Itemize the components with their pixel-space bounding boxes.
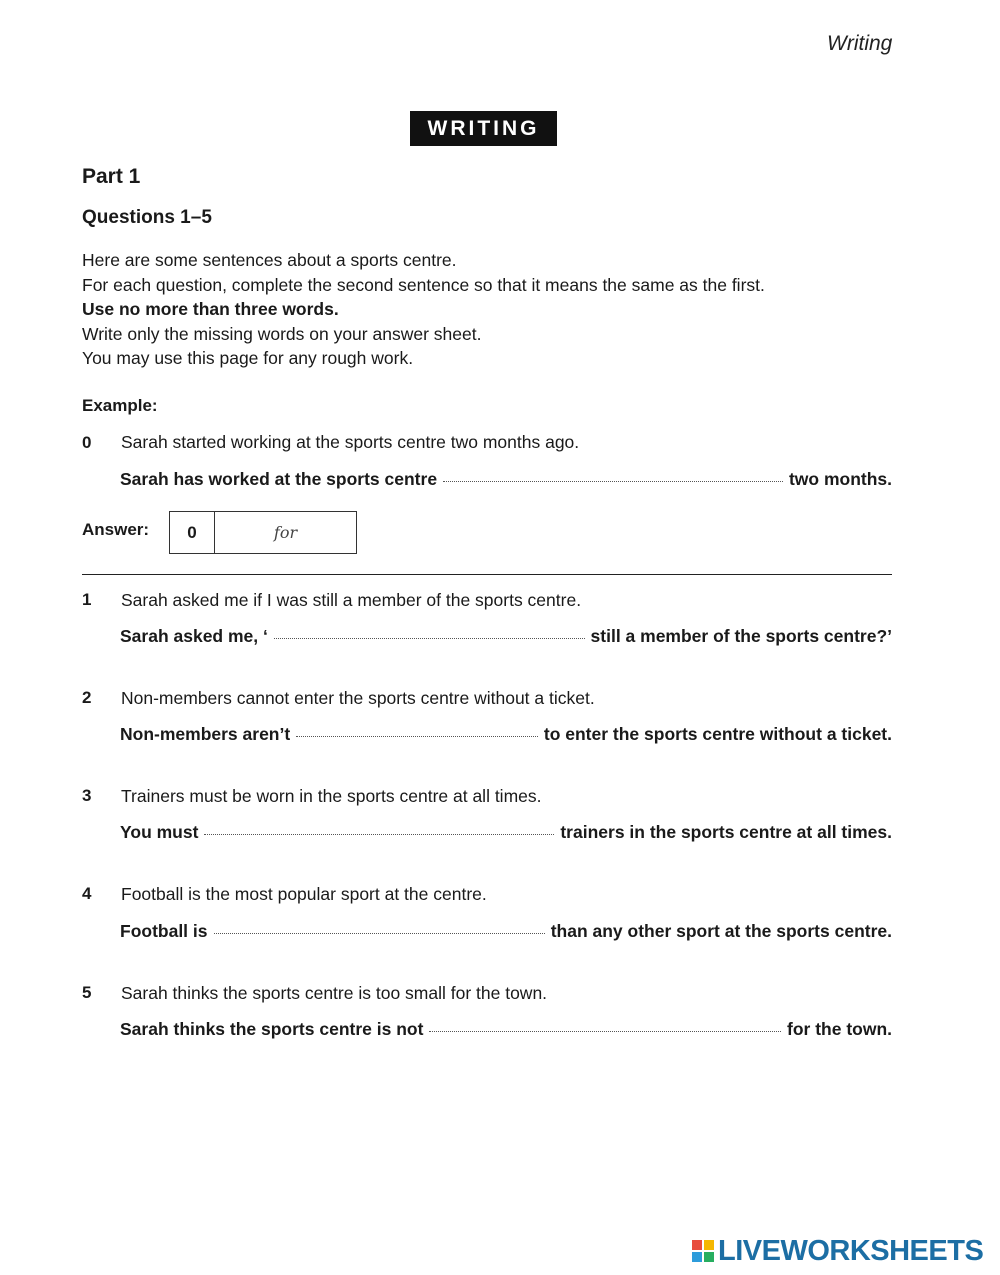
question-prompt [120,822,892,843]
answer-gap[interactable] [274,637,585,639]
question-sentence: Football is the most popular sport at the centre. [121,884,487,904]
answer-label: Answer: [82,520,150,539]
example-answer-box [169,511,357,554]
question-number: 4 [82,884,92,903]
instruction-line-emphasis: Use no more than three words. [82,299,339,319]
instruction-line: For each question, complete the second sentence so that it means the same as the first. [82,274,765,295]
prompt-before: Football is [120,921,208,941]
question-number: 3 [82,786,92,805]
answer-gap[interactable] [296,735,538,737]
questions-title: Questions 1–5 [82,207,212,228]
answer-box-value: for [273,523,298,542]
prompt-after: than any other sport at the sports centre. [550,921,892,941]
question-number: 5 [82,983,92,1002]
prompt-before: You must [120,822,199,842]
prompt-after: to enter the sports centre without a ticket. [543,724,892,744]
question-sentence: Sarah thinks the sports centre is too small for the town. [121,983,548,1003]
answer-gap [443,480,783,482]
question-prompt [120,626,892,647]
question-prompt [120,724,892,745]
question-prompt [120,921,892,942]
prompt-after: trainers in the sports centre at all times. [560,822,892,842]
instruction-line: Write only the missing words on your answer sheet. [82,323,482,344]
instruction-line: You may use this page for any rough work. [82,348,414,368]
prompt-after: for the town. [787,1019,892,1039]
logo-grid-icon [692,1240,714,1262]
writing-badge: WRITING [410,111,557,146]
question-sentence: Sarah asked me if I was still a member of the sports centre. [121,590,582,610]
prompt-after: still a member of the sports centre?’ [590,626,892,646]
prompt-before: Sarah thinks the sports centre is not [120,1019,424,1039]
answer-gap[interactable] [214,932,545,934]
answer-box-number: 0 [170,512,215,553]
instructions [82,248,765,371]
page-section-title: Writing [827,32,893,55]
question-sentence: Trainers must be worn in the sports centre at all times. [121,786,542,806]
liveworksheets-logo [692,1236,983,1266]
question-sentence: Non-members cannot enter the sports centre without a ticket. [121,688,595,708]
logo-text: LIVEWORKSHEETS [718,1234,984,1267]
prompt-before: Non-members aren’t [120,724,291,744]
question-number: 1 [82,590,92,609]
question-number: 2 [82,688,92,707]
answer-gap[interactable] [204,833,554,835]
prompt-before: Sarah asked me, ‘ [120,626,268,646]
question-prompt [120,1019,892,1040]
example-number: 0 [82,433,92,452]
example-prompt [120,469,892,490]
prompt-before: Sarah has worked at the sports centre [120,469,438,489]
example-sentence: Sarah started working at the sports centre two months ago. [121,432,580,452]
prompt-after: two months. [788,469,892,489]
answer-gap[interactable] [429,1030,781,1032]
example-label: Example: [82,396,158,415]
divider [82,574,892,575]
instruction-line: Here are some sentences about a sports centre. [82,250,457,270]
part-title: Part 1 [82,165,141,188]
